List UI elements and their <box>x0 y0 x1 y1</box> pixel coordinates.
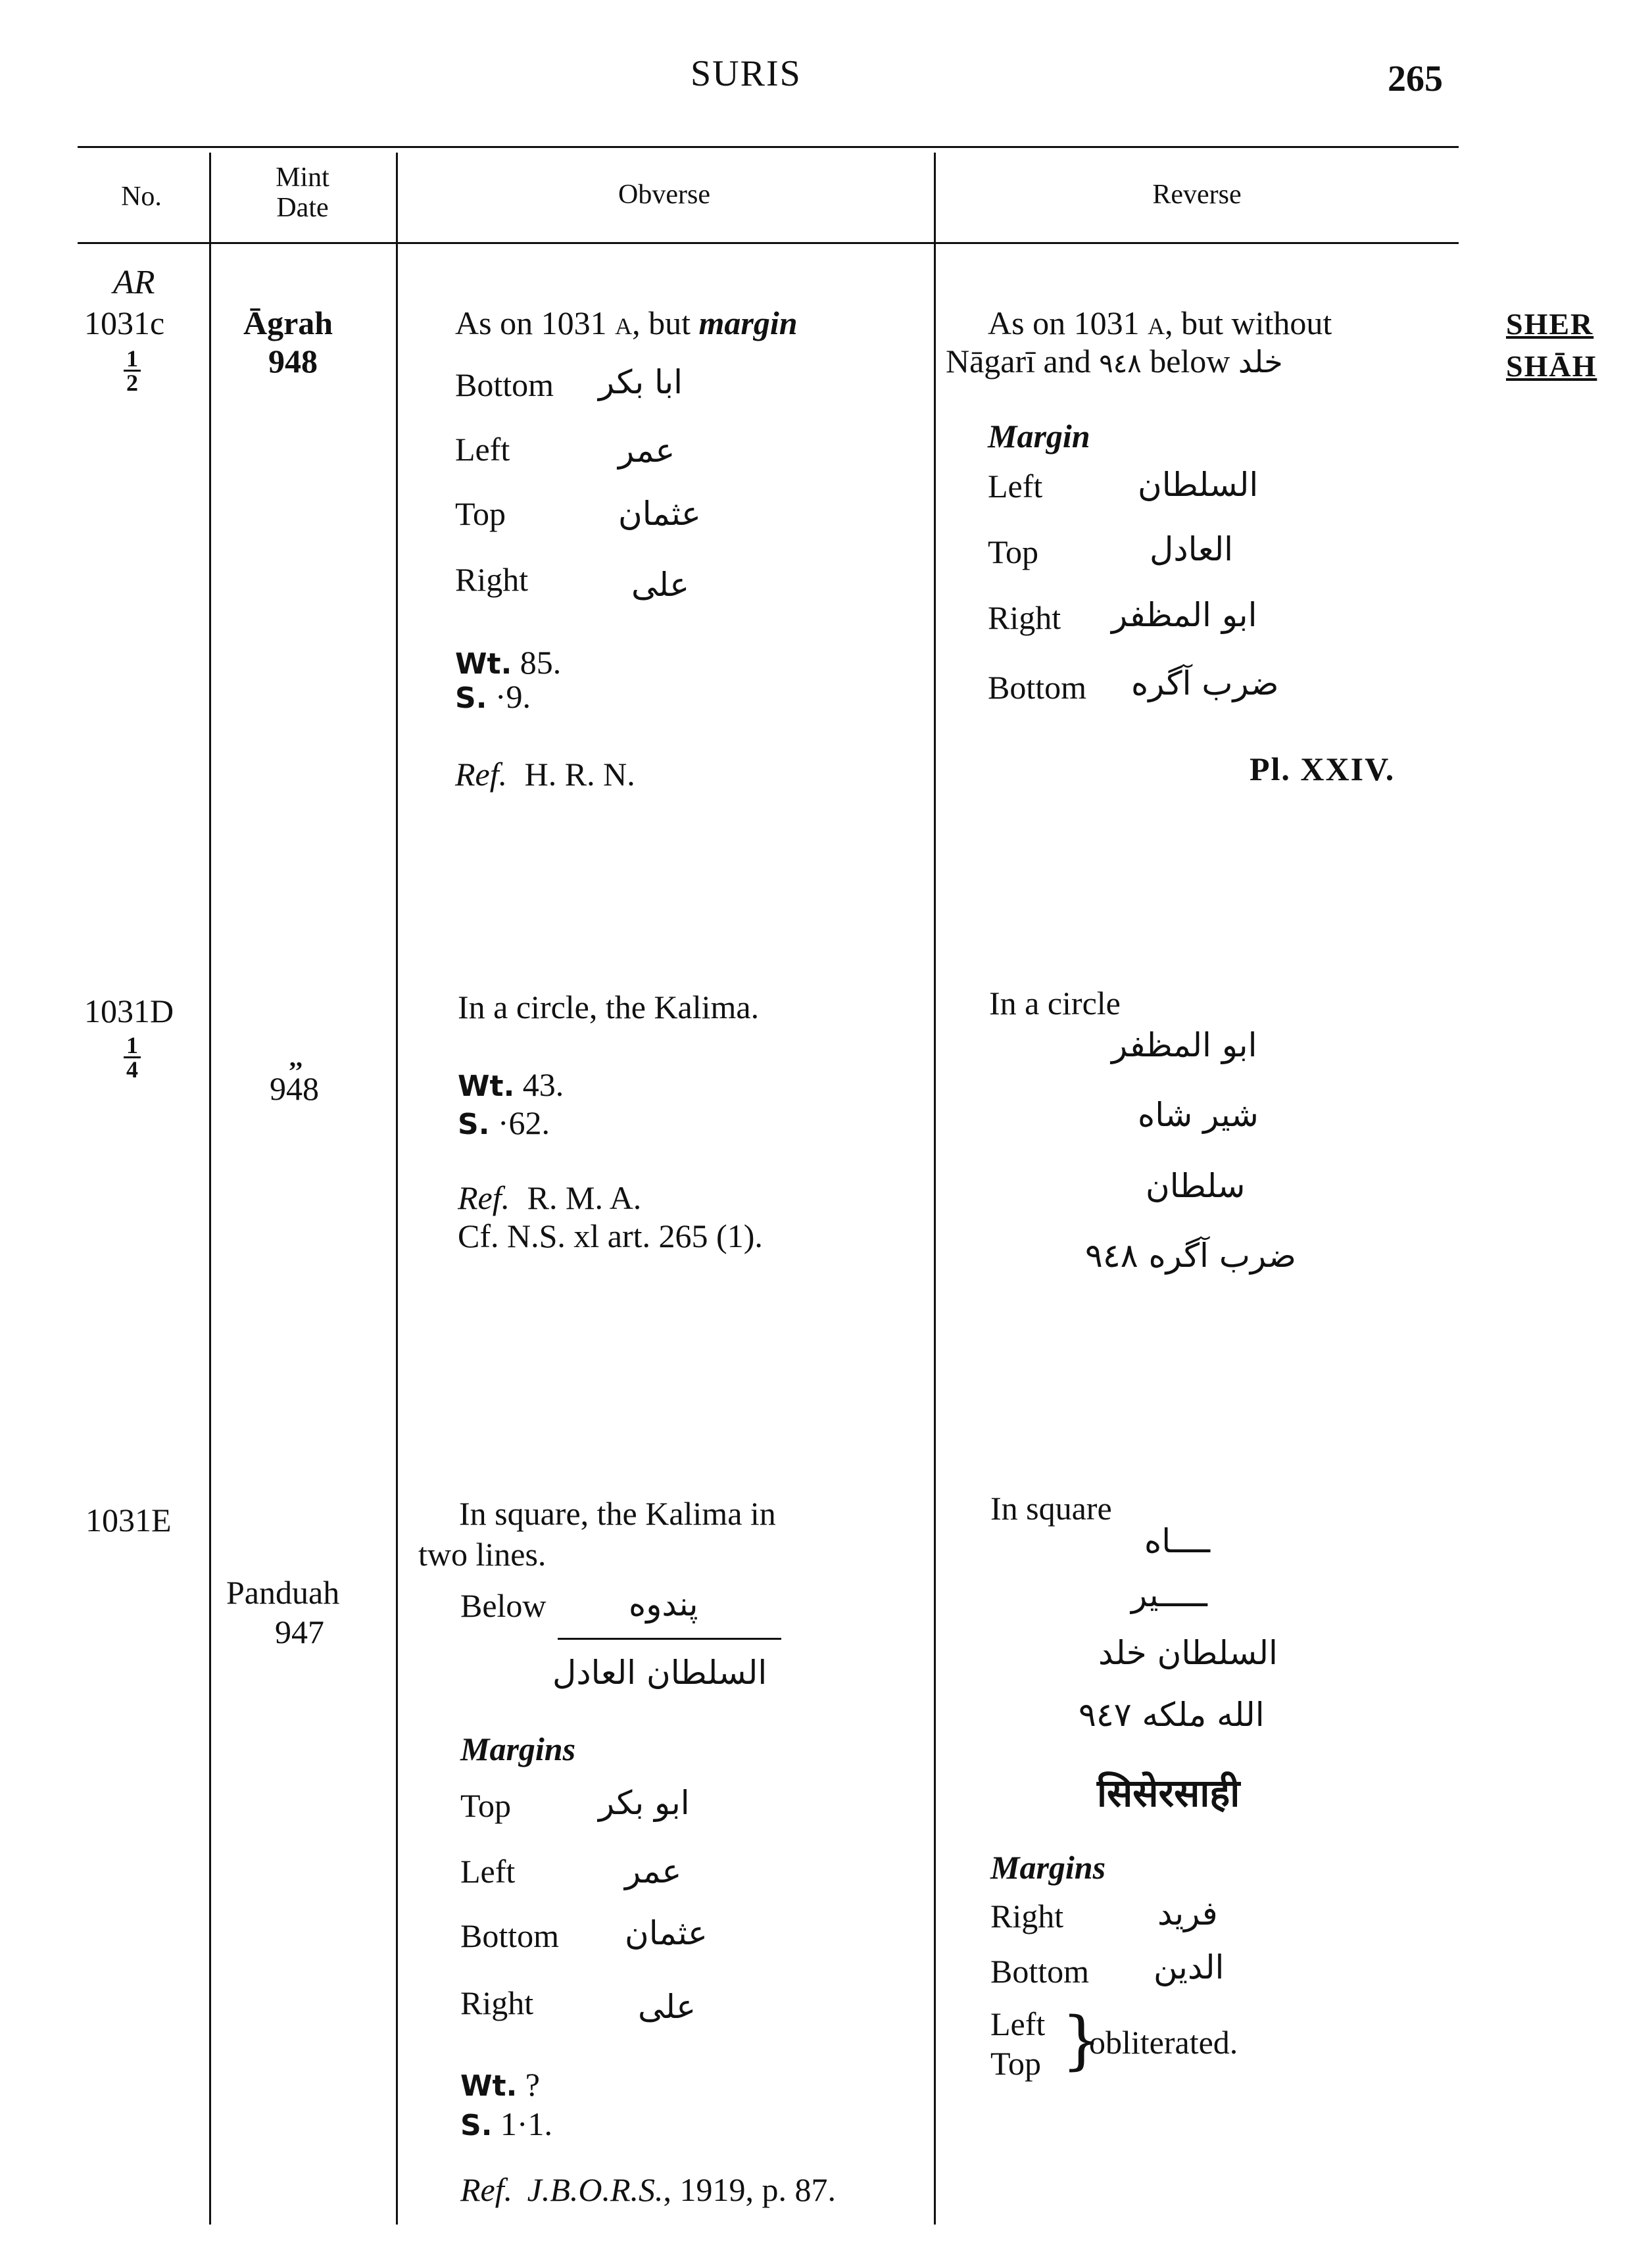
weight <box>455 643 561 681</box>
column-header-reverse: Reverse <box>1152 180 1242 210</box>
margin-row-label: Left <box>988 468 1043 504</box>
reverse-line2-mid: below <box>1150 343 1230 380</box>
table-top-rule <box>78 146 1459 148</box>
mint-date: 947 <box>275 1613 324 1650</box>
obverse-intro: In square, the Kalima in <box>459 1495 776 1532</box>
obverse-intro <box>455 304 798 342</box>
reverse-legend-line: ابو المظفر <box>1111 1026 1257 1064</box>
margin-row-label: Bottom <box>455 366 554 403</box>
below-arabic: پندوه <box>629 1585 698 1623</box>
reverse-intro-rest: , but without <box>1165 305 1332 341</box>
column-divider-1 <box>209 153 211 2225</box>
column-header-no: No. <box>121 182 162 212</box>
side-label-sher: SHER <box>1506 307 1594 341</box>
reverse-line2-arabic-date: ٩٤٨ <box>1099 349 1142 379</box>
margin-row-arabic: ضرب آگره <box>1131 664 1279 702</box>
reverse-intro <box>988 304 1332 342</box>
size-label: S. <box>460 2109 493 2142</box>
denomination-fraction <box>124 1034 141 1081</box>
reverse-intro-ref-letter: A <box>1148 313 1165 339</box>
size-value: ·9. <box>495 678 531 715</box>
nagari-legend: सिसेरसाही <box>1097 1771 1240 1815</box>
margin-row-label: Right <box>460 1984 534 2021</box>
margin-row-label: Right <box>988 599 1061 636</box>
weight-value: ? <box>525 2066 540 2103</box>
margin-row-arabic: السلطان <box>1138 466 1259 504</box>
size <box>460 2105 552 2143</box>
margin-row-label: Left <box>455 431 510 468</box>
reverse-intro: In square <box>990 1490 1112 1527</box>
size-value: ·62. <box>497 1104 550 1141</box>
reverse-legend-line: ــــاه <box>1144 1522 1211 1560</box>
obverse-intro-mid: , but <box>632 305 691 341</box>
metal-symbol: AR <box>113 264 155 301</box>
size-label: S. <box>458 1108 490 1141</box>
margin-row-label: Top <box>460 1787 512 1824</box>
column-divider-3 <box>934 153 936 2225</box>
obverse-intro: In a circle, the Kalima. <box>458 989 760 1025</box>
reverse-line2-arabic-word: خلد <box>1238 344 1283 380</box>
reverse-legend-line: ضرب آگره ٩٤٨ <box>1085 1237 1296 1275</box>
weight <box>458 1066 564 1104</box>
margin-row-arabic: ابا بكر <box>598 363 683 401</box>
entry-number: 1031c <box>84 305 165 341</box>
margin-row-arabic: فريد <box>1157 1894 1218 1932</box>
margin-row-label: Right <box>455 561 529 598</box>
reference <box>460 2171 836 2209</box>
page-number: 265 <box>1388 59 1443 99</box>
column-header-date: Date <box>276 193 329 223</box>
margin-row-arabic: عمر <box>625 1852 682 1890</box>
weight-label: Wt. <box>460 2069 518 2103</box>
reference-label: Ref. <box>455 756 508 793</box>
margin-row-arabic: على <box>631 566 690 604</box>
margin-row-arabic: على <box>638 1988 696 2026</box>
margin-row-label: Top <box>988 533 1039 570</box>
column-header-obverse: Obverse <box>618 180 710 210</box>
mint-name: Āgrah <box>243 305 333 341</box>
margin-row-label: Bottom <box>460 1917 560 1954</box>
denomination-denominator: 2 <box>126 370 138 396</box>
running-title: SURIS <box>691 53 802 94</box>
reverse-legend-line: سلطان <box>1146 1167 1246 1205</box>
reference-journal: J.B.O.R.S. <box>527 2171 664 2208</box>
side-label-shah: SHĀH <box>1506 349 1597 383</box>
mint-ditto: ,, <box>289 1043 303 1072</box>
margin-row-arabic: عمر <box>618 431 675 470</box>
weight-value: 43. <box>522 1066 564 1103</box>
margin-row-arabic: ابو المظفر <box>1111 596 1257 634</box>
reverse-line2-text: Nāgarī and <box>946 343 1091 380</box>
reference-value: H. R. N. <box>524 756 635 793</box>
column-header-mint: Mint <box>276 162 329 193</box>
weight-label: Wt. <box>455 647 512 681</box>
obverse-intro-line2: two lines. <box>418 1536 547 1573</box>
obverse-intro-prefix: As on 1031 <box>455 305 607 341</box>
reverse-legend-line: شير شاه <box>1138 1096 1259 1134</box>
below-label: Below <box>460 1587 547 1624</box>
obliterated-left-label: Left <box>990 2006 1046 2042</box>
margin-row-label: Bottom <box>988 669 1087 706</box>
reverse-intro-prefix: As on 1031 <box>988 305 1140 341</box>
margin-heading: Margin <box>988 418 1090 455</box>
mint-date: 948 <box>268 343 318 380</box>
margin-row-label: Top <box>455 495 506 532</box>
margin-row-arabic: ابو بكر <box>598 1784 690 1822</box>
obliterated-note: obliterated. <box>1089 2024 1238 2061</box>
margin-row-arabic: عثمان <box>625 1914 708 1952</box>
margin-row-label: Bottom <box>990 1953 1090 1990</box>
mint-date: 948 <box>270 1070 319 1107</box>
denomination-fraction <box>124 347 141 394</box>
margins-heading: Margins <box>990 1849 1106 1886</box>
denomination-numerator: 1 <box>124 1034 141 1058</box>
size-value: 1·1. <box>500 2105 553 2142</box>
margins-heading: Margins <box>460 1731 576 1767</box>
weight-label: Wt. <box>458 1070 515 1103</box>
obverse-intro-emphasis: margin <box>698 305 798 341</box>
reference <box>458 1179 641 1217</box>
reverse-legend-line: ـــــير <box>1131 1576 1207 1614</box>
reverse-legend-line: الله ملكه ٩٤٧ <box>1079 1696 1265 1734</box>
header-bottom-rule <box>78 242 1459 244</box>
below-arabic-line2: السلطان العادل <box>552 1654 767 1692</box>
below-divider <box>558 1638 781 1640</box>
obverse-intro-ref-letter: A <box>615 313 633 339</box>
column-divider-2 <box>396 153 398 2225</box>
reference <box>455 755 635 793</box>
weight-value: 85. <box>520 644 562 681</box>
reference-rest: , 1919, p. 87. <box>663 2171 837 2208</box>
size <box>458 1104 550 1142</box>
size-label: S. <box>455 681 487 715</box>
entry-number: 1031D <box>84 993 174 1029</box>
entry-number: 1031E <box>85 1502 172 1538</box>
margin-row-arabic: العادل <box>1150 530 1234 568</box>
reverse-legend-line: السلطان خلد <box>1098 1634 1278 1672</box>
denomination-denominator: 4 <box>126 1056 138 1083</box>
reference-value: R. M. A. <box>527 1179 642 1216</box>
margin-row-label: Left <box>460 1853 516 1890</box>
mint-name: Panduah <box>226 1574 340 1611</box>
plate-reference: Pl. XXIV. <box>1250 751 1396 787</box>
size <box>455 677 531 716</box>
reference-label: Ref. <box>458 1179 510 1216</box>
margin-row-arabic: الدين <box>1154 1948 1225 1986</box>
comparison-reference: Cf. N.S. xl art. 265 (1). <box>458 1218 763 1254</box>
margin-row-arabic: عثمان <box>618 495 701 533</box>
brace: } <box>1061 2004 1102 2077</box>
reverse-intro-line2 <box>946 342 1283 380</box>
margin-row-label: Right <box>990 1898 1064 1934</box>
reference-label: Ref. <box>460 2171 513 2208</box>
denomination-numerator: 1 <box>124 347 141 372</box>
weight <box>460 2065 540 2104</box>
obliterated-top-label: Top <box>990 2045 1042 2082</box>
reverse-intro: In a circle <box>989 985 1121 1021</box>
